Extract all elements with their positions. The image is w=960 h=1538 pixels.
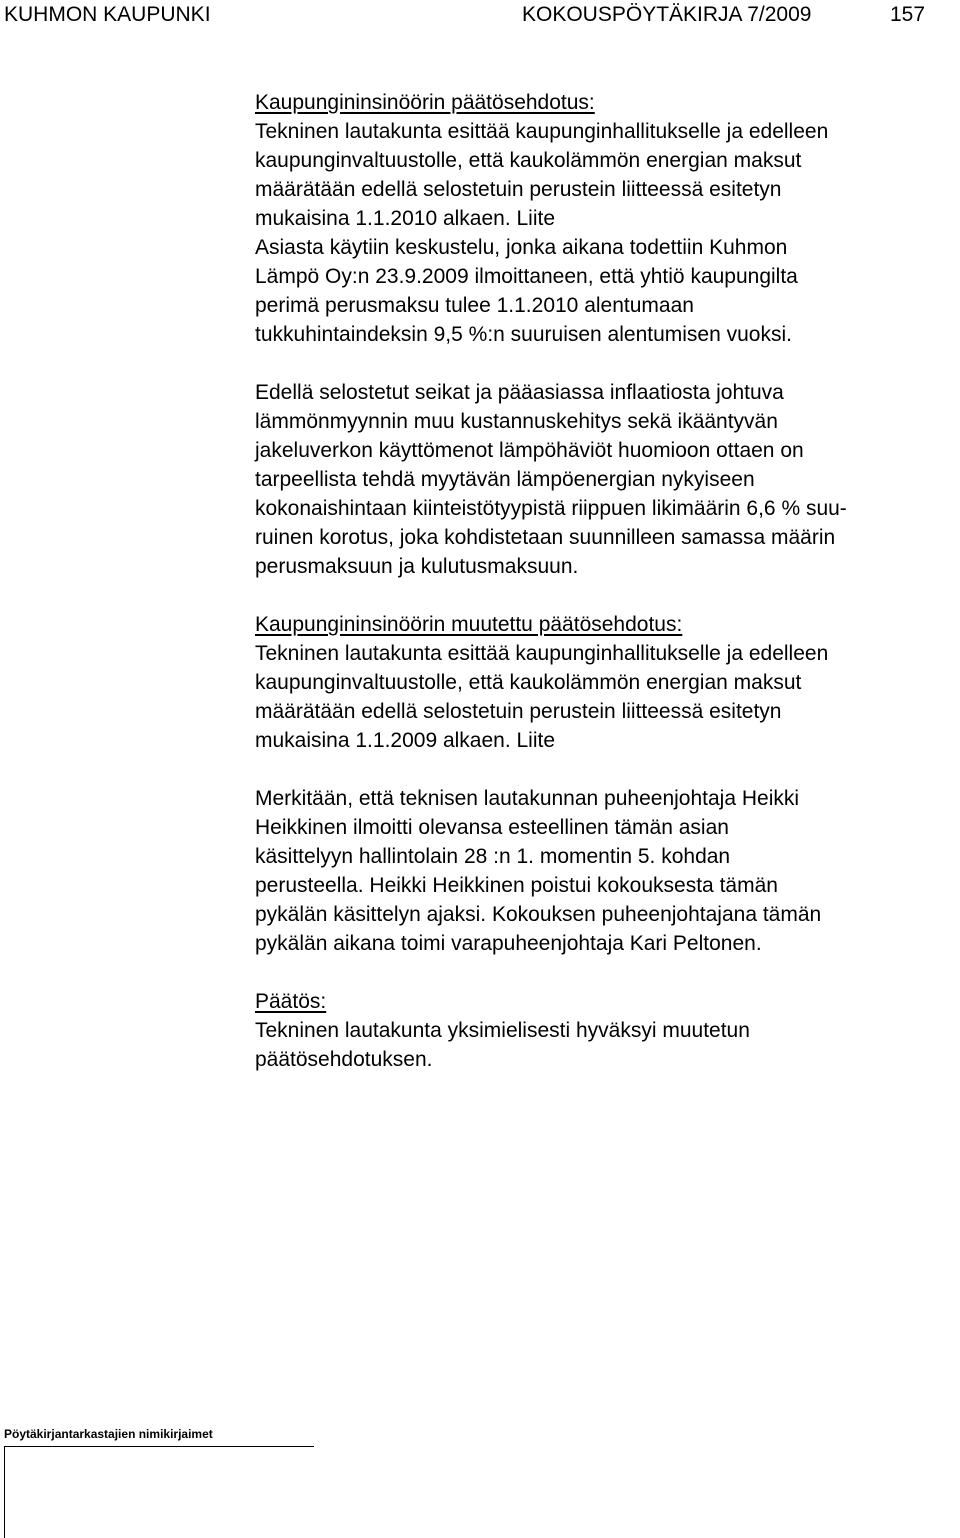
text-line: määrätään edellä selostetuin perustein liitteessä esitetyn — [255, 178, 782, 201]
text-line: tarpeellista tehdä myytävän lämpöenergian nykyiseen — [255, 468, 755, 491]
section-heading: Päätös: — [255, 990, 327, 1013]
document-body — [255, 88, 955, 1074]
text-line: perimä perusmaksu tulee 1.1.2010 alentumaan — [255, 294, 694, 317]
text-line: Heikkinen ilmoitti olevansa esteellinen tämän asian — [255, 816, 729, 839]
text-line: pykälän käsittelyn ajaksi. Kokouksen puheenjohtajana tämän — [255, 903, 822, 926]
text-line: jakeluverkon käyttömenot lämpöhäviöt huomioon ottaen on — [255, 439, 804, 462]
section-heading: Kaupungininsinöörin päätösehdotus: — [255, 91, 595, 114]
decision-section — [255, 987, 955, 1074]
text-line: pykälän aikana toimi varapuheenjohtaja Kari Peltonen. — [255, 932, 762, 955]
text-line: määrätään edellä selostetuin perustein liitteessä esitetyn — [255, 700, 782, 723]
text-line: Tekninen lautakunta yksimielisesti hyväksyi muutetun — [255, 1019, 750, 1042]
text-line: perusteella. Heikki Heikkinen poistui kokouksesta tämän — [255, 874, 778, 897]
text-line: kokonaishintaan kiinteistötyypistä riippuen likimäärin 6,6 % suu- — [255, 497, 847, 520]
text-line: kaupunginvaltuustolle, että kaukolämmön energian maksut — [255, 671, 802, 694]
text-line: mukaisina 1.1.2009 alkaen. Liite — [255, 729, 556, 752]
page-number: 157 — [890, 3, 926, 26]
text-line: kaupunginvaltuustolle, että kaukolämmön energian maksut — [255, 149, 802, 172]
text-line: Asiasta käytiin keskustelu, jonka aikana todettiin Kuhmon — [255, 236, 788, 259]
text-line: ruinen korotus, joka kohdistetaan suunnilleen samassa määrin — [255, 526, 836, 549]
page-header — [0, 0, 960, 30]
signature-label: Pöytäkirjantarkastajien nimikirjaimet — [4, 1427, 213, 1441]
proposal-section — [255, 88, 955, 349]
signature-rule — [4, 1446, 314, 1447]
text-line: perusmaksuun ja kulutusmaksuun. — [255, 555, 579, 578]
text-line: Tekninen lautakunta esittää kaupunginhallitukselle ja edelleen — [255, 120, 829, 143]
text-line: Lämpö Oy:n 23.9.2009 ilmoittaneen, että yhtiö kaupungilta — [255, 265, 798, 288]
text-line: Merkitään, että teknisen lautakunnan puheenjohtaja Heikki — [255, 787, 800, 810]
text-line: Tekninen lautakunta esittää kaupunginhallitukselle ja edelleen — [255, 642, 829, 665]
document-title: KOKOUSPÖYTÄKIRJA 7/2009 — [522, 3, 812, 26]
text-line: Edellä selostetut seikat ja pääasiassa inflaatiosta johtuva — [255, 381, 784, 404]
signature-box-border — [4, 1446, 5, 1538]
text-line: tukkuhintaindeksin 9,5 %:n suuruisen alentumisen vuoksi. — [255, 323, 792, 346]
amended-proposal-section — [255, 610, 955, 755]
text-line: käsittelyyn hallintolain 28 :n 1. momentin 5. kohdan — [255, 845, 731, 868]
section-heading: Kaupungininsinöörin muutettu päätösehdotus: — [255, 613, 683, 636]
disqualification-note — [255, 784, 955, 958]
text-line: mukaisina 1.1.2010 alkaen. Liite — [255, 207, 556, 230]
text-line: lämmönmyynnin muu kustannuskehitys sekä ikääntyvän — [255, 410, 778, 433]
rationale-paragraph — [255, 378, 955, 581]
organization-name: KUHMON KAUPUNKI — [4, 3, 211, 26]
text-line: päätösehdotuksen. — [255, 1048, 433, 1071]
